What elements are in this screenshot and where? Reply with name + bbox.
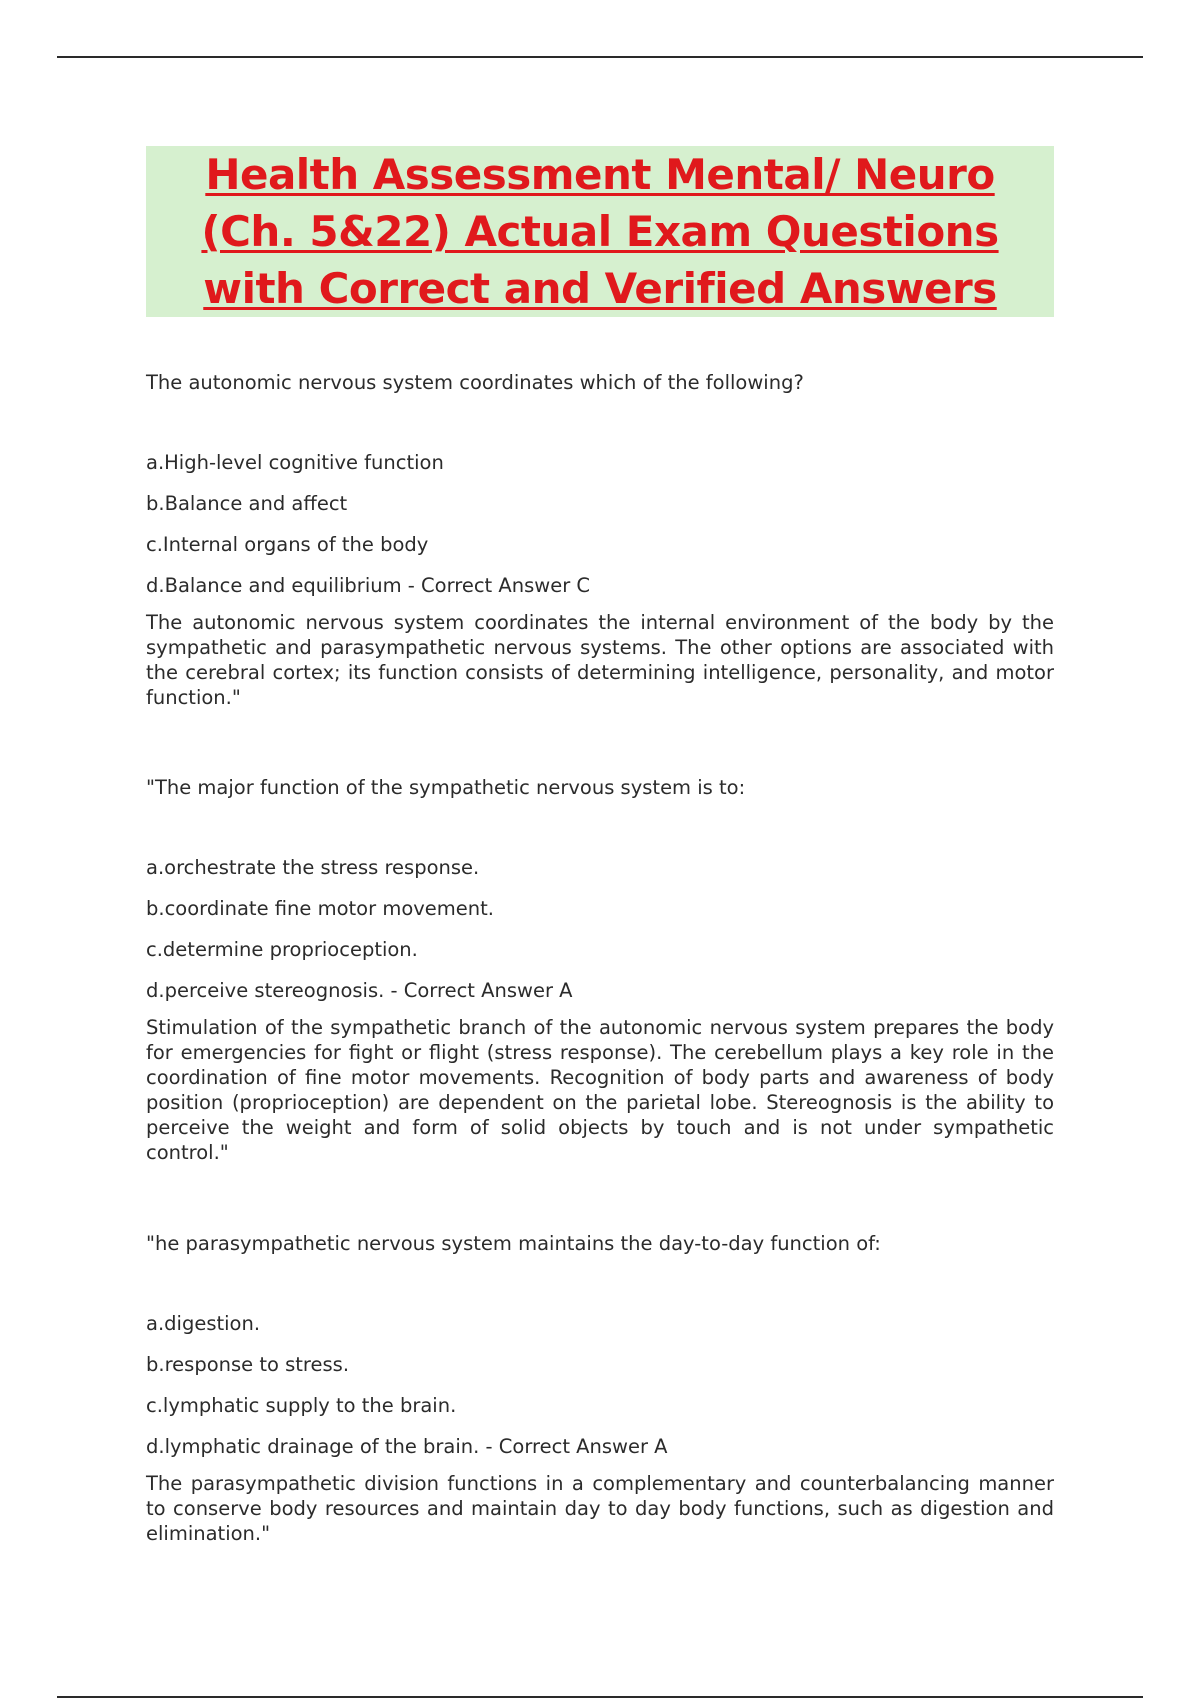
question-list xyxy=(146,370,1054,1546)
option-b: b.Balance and affect xyxy=(146,492,348,515)
option-d-with-answer: d.Balance and equilibrium - Correct Answer C xyxy=(146,574,591,597)
option-a: a.digestion. xyxy=(146,1312,261,1335)
option-d-with-answer: d.perceive stereognosis. - Correct Answer A xyxy=(146,979,573,1002)
question-stem: "he parasympathetic nervous system maintains the day-to-day function of: xyxy=(146,1232,881,1255)
bottom-rule xyxy=(57,1696,1143,1698)
question-1 xyxy=(146,370,1054,710)
option-a: a.High-level cognitive function xyxy=(146,451,444,474)
title-banner xyxy=(146,146,1054,317)
spacer xyxy=(146,1165,1054,1231)
option-c: c.determine proprioception. xyxy=(146,938,418,961)
option-b: b.coordinate fine motor movement. xyxy=(146,897,494,920)
option-c: c.lymphatic supply to the brain. xyxy=(146,1394,457,1417)
spacer xyxy=(146,710,1054,775)
answer-rationale: The autonomic nervous system coordinates the internal environment of the body by the sympathetic and parasympathetic nervous systems. The other options are associated with the cerebral cortex; its function consists of determining intelligence, personality, and motor function." xyxy=(146,611,1054,709)
answer-rationale: The parasympathetic division functions in a complementary and counterbalancing manner to conserve body resources and maintain day to day body functions, such as digestion and elimination." xyxy=(146,1472,1054,1545)
question-stem: "The major function of the sympathetic nervous system is to: xyxy=(146,776,746,799)
document-title: Health Assessment Mental/ Neuro (Ch. 5&22) Actual Exam Questions with Correct and Verified Answers xyxy=(201,150,999,313)
top-rule xyxy=(57,56,1143,58)
question-2 xyxy=(146,775,1054,1165)
option-a: a.orchestrate the stress response. xyxy=(146,856,480,879)
option-d-with-answer: d.lymphatic drainage of the brain. - Correct Answer A xyxy=(146,1435,668,1458)
answer-rationale: Stimulation of the sympathetic branch of the autonomic nervous system prepares the body for emergencies for fight or flight (stress response). The cerebellum plays a key role in the coordination of fine motor movements. Recognition of body parts and awareness of body position (proprioception) are dependent on the parietal lobe. Stereognosis is the ability to perceive the weight and form of solid objects by touch and is not under sympathetic control." xyxy=(146,1016,1054,1164)
question-stem: The autonomic nervous system coordinates which of the following? xyxy=(146,371,804,394)
question-3 xyxy=(146,1231,1054,1546)
option-c: c.Internal organs of the body xyxy=(146,533,429,556)
option-b: b.response to stress. xyxy=(146,1353,350,1376)
